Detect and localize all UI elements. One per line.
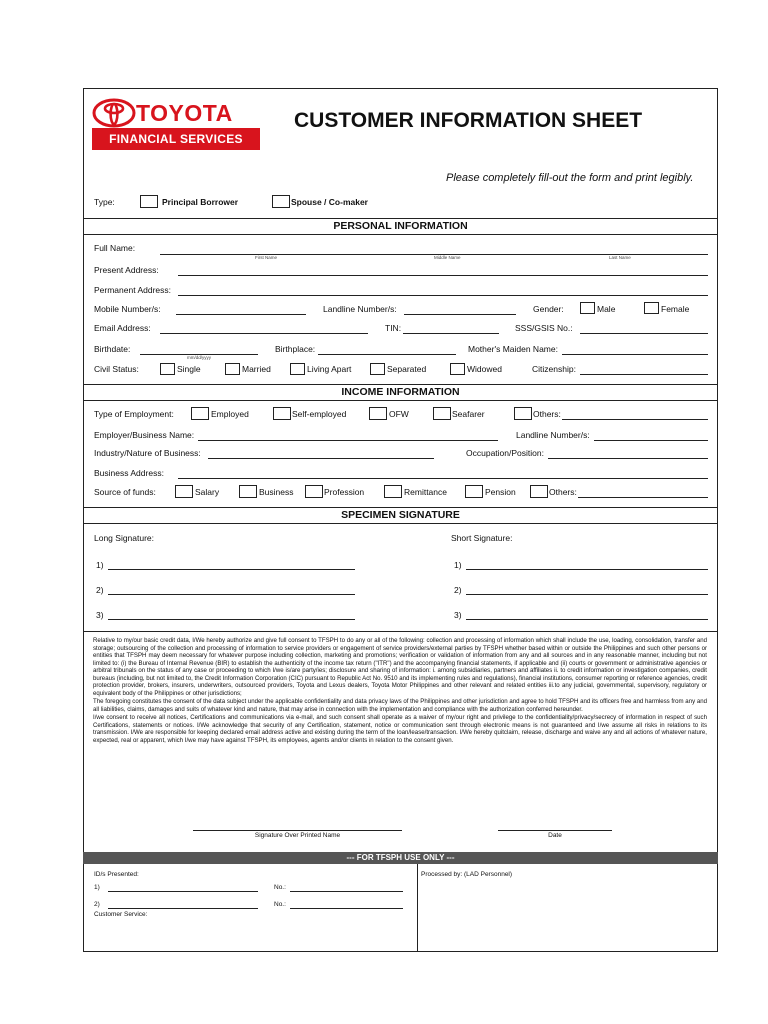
office-use-heading: --- FOR TFSPH USE ONLY --- [83,852,718,864]
salary-checkbox[interactable] [175,485,193,498]
id-num-1: 1) [94,884,100,891]
gender-label: Gender: [533,304,564,314]
business-address-field[interactable] [178,478,708,479]
divider [83,523,718,524]
separated-label: Separated [387,364,427,374]
long-sig-num-2: 2) [96,585,104,595]
self-employed-label: Self-employed [292,409,347,419]
occupation-label: Occupation/Position: [466,448,544,458]
signature-heading: SPECIMEN SIGNATURE [341,509,460,521]
long-signature-line-2[interactable] [108,594,355,595]
business-checkbox[interactable] [239,485,257,498]
female-label: Female [661,304,690,314]
others-source-label: Others: [549,487,577,497]
page-title: CUSTOMER INFORMATION SHEET [294,109,643,132]
long-signature-label: Long Signature: [94,533,155,543]
profession-label: Profession [324,487,365,497]
short-signature-line-3[interactable] [466,619,708,620]
citizenship-label: Citizenship: [532,364,576,374]
industry-label: Industry/Nature of Business: [94,448,201,458]
citizenship-field[interactable] [580,374,708,375]
income-heading: INCOME INFORMATION [341,386,460,398]
seafarer-label: Seafarer [452,409,485,419]
others-employment-checkbox[interactable] [514,407,532,420]
salary-label: Salary [195,487,220,497]
divider [83,234,718,235]
id-no-field-1[interactable] [290,891,403,892]
seafarer-checkbox[interactable] [433,407,451,420]
id-field-1[interactable] [108,891,258,892]
spouse-comaker-label: Spouse / Co-maker [291,197,368,207]
living-apart-checkbox[interactable] [290,363,305,375]
last-name-hint: Last Name [609,255,631,260]
married-checkbox[interactable] [225,363,240,375]
spouse-comaker-checkbox[interactable] [272,195,290,208]
maiden-name-label: Mother's Maiden Name: [468,344,558,354]
ofw-checkbox[interactable] [369,407,387,420]
tin-field[interactable] [403,333,499,334]
maiden-name-field[interactable] [562,354,708,355]
divider [83,631,718,632]
email-label: Email Address: [94,323,151,333]
short-signature-label: Short Signature: [451,533,513,543]
industry-field[interactable] [208,458,434,459]
principal-borrower-label: Principal Borrower [162,197,239,207]
birthplace-label: Birthplace: [275,344,316,354]
civil-status-label: Civil Status: [94,364,139,374]
email-field[interactable] [160,333,368,334]
separated-checkbox[interactable] [370,363,385,375]
others-employment-label: Others: [533,409,561,419]
instruction-text: Please completely fill-out the form and print legibly. [446,172,694,184]
id-field-2[interactable] [108,908,258,909]
employment-type-label: Type of Employment: [94,409,174,419]
others-source-checkbox[interactable] [530,485,548,498]
signature-name-caption: Signature Over Printed Name [254,832,341,839]
long-sig-num-1: 1) [96,560,104,570]
short-signature-line-2[interactable] [466,594,708,595]
signature-name-line[interactable] [193,830,402,831]
female-checkbox[interactable] [644,302,659,314]
present-address-label: Present Address: [94,265,159,275]
id-no-label-2: No.: [274,901,286,908]
business-landline-label: Landline Number/s: [516,430,590,440]
others-employment-field[interactable] [562,419,708,420]
tin-label: TIN: [385,323,402,333]
widowed-label: Widowed [467,364,502,374]
employed-checkbox[interactable] [191,407,209,420]
first-name-hint: First Name [255,255,278,260]
male-label: Male [597,304,616,314]
sss-field[interactable] [580,333,708,334]
customer-service-label: Customer Service: [94,911,148,918]
date-caption: Date [548,832,562,839]
others-source-field[interactable] [578,497,708,498]
living-apart-label: Living Apart [307,364,352,374]
landline-label: Landline Number/s: [323,304,397,314]
full-name-label: Full Name: [94,243,136,253]
brand-name: TOYOTA [136,100,233,126]
short-sig-num-3: 3) [454,610,462,620]
remittance-checkbox[interactable] [384,485,402,498]
consent-paragraph-2: The foregoing constitutes the consent of the data subject under the applicable confidentiality and data privacy laws of the Philippines and other jurisdiction and agree to hold TFSPH and its officers free and harmless from any and all liabilities, claims, damages and suits of whatever kind and nature, that may arise in connection with the implementation and compliance with the authorization conferred hereunder. [93,698,707,713]
birthdate-label: Birthdate: [94,344,131,354]
permanent-address-field[interactable] [178,295,708,296]
source-of-funds-label: Source of funds: [94,487,156,497]
type-label: Type: [94,197,115,207]
single-checkbox[interactable] [160,363,175,375]
pension-checkbox[interactable] [465,485,483,498]
long-signature-line-1[interactable] [108,569,355,570]
widowed-checkbox[interactable] [450,363,465,375]
long-sig-num-3: 3) [96,610,104,620]
business-address-label: Business Address: [94,468,164,478]
remittance-label: Remittance [404,487,447,497]
mobile-label: Mobile Number/s: [94,304,161,314]
short-sig-num-2: 2) [454,585,462,595]
business-label: Business [259,487,294,497]
short-signature-line-1[interactable] [466,569,708,570]
employer-field[interactable] [198,440,498,441]
married-label: Married [242,364,271,374]
id-no-field-2[interactable] [290,908,403,909]
ofw-label: OFW [389,409,409,419]
divider [83,400,718,401]
employed-label: Employed [211,409,249,419]
personal-heading: PERSONAL INFORMATION [333,220,468,232]
profession-checkbox[interactable] [305,485,323,498]
birthdate-hint: mm/dd/yyyy [187,355,212,360]
occupation-field[interactable] [548,458,708,459]
self-employed-checkbox[interactable] [273,407,291,420]
processed-by-label: Processed by: (LAD Personnel) [421,871,513,878]
office-divider [417,864,418,952]
landline-field[interactable] [404,314,516,315]
consent-paragraph-3: I/we consent to receive all notices, Certifications and communications via e-mail, and such consent shall operate as a waiver of my/our right and privilege to the confidentiality/privacy/secrecy of information in respect of such Certifications, statements or notices. I/We acknowledge that security of any Certification, statement, notice or communication sent through electronic means is not guaranteed and I/we assume all risks in relations to its transmission. I/We are responsible for keeping declared email address active and existing during the term of the loan/lease/transaction. I/We hereby quitclaim, release, discharge and waive any and all actions of whatever nature, expected, real or apparent, which I/we may have against TFSPH, its employees, agents and/or clients in relation to the consent given. [93,714,707,744]
male-checkbox[interactable] [580,302,595,314]
sss-label: SSS/GSIS No.: [515,323,573,333]
brand-sub: FINANCIAL SERVICES [92,128,260,150]
principal-borrower-checkbox[interactable] [140,195,158,208]
toyota-emblem-icon [92,98,136,128]
middle-name-hint: Middle Name [434,255,461,260]
consent-text [93,637,707,745]
short-sig-num-1: 1) [454,560,462,570]
id-num-2: 2) [94,901,100,908]
id-no-label-1: No.: [274,884,286,891]
pension-label: Pension [485,487,516,497]
business-landline-field[interactable] [594,440,708,441]
consent-paragraph-1: Relative to my/our basic credit data, I/We hereby authorize and give full consent to TFSPH to do any or all of the following: collection and processing of information which shall include the use, loading, consolidation, transfer and storage; outsourcing of the collection and processing of information to service providers or engagement of service providers/external parties by TFSPH whether based within or outside the Philippines and such other persons or entities that TFSPH may deem necessary for whatever purpose including collection, marketing and promotions; verification or validation of information from any and all sources and in any reasonable manner, including but not limited to: (i) the Bureau of Internal Revenue (BIR) to establish the authenticity of the income tax return ("ITR") and the accompanying financial statements, if applicable and (ii) courts or government or administrative agencies or arbitral tribunals on the status of any case or proceeding to which I/we is/are party/ies; disclosure and sharing of information: i. among subsidiaries, partners and affiliates ii. to credit information or investigation companies, credit bureaus (including, but not limited to, the Credit Information Corporation (CIC) pursuant to Republic Act No. 9510 and its implementing rules and regulations), financial institutions, consumer reporting or reference agencies, credit protection provider, brokers, insurers, underwriters, outsourced providers, Toyota and Lexus dealers, Toyota Motor Philippines and other relevant and related entities iii.to any judicial, governmental, supervisory, regulatory or equivalent body of the Philippines or other jurisdictions; [93,637,707,697]
permanent-address-label: Permanent Address: [94,285,172,295]
ids-presented-label: ID/s Presented: [94,871,139,878]
present-address-field[interactable] [178,275,708,276]
single-label: Single [177,364,201,374]
date-line[interactable] [498,830,612,831]
mobile-field[interactable] [176,314,306,315]
long-signature-line-3[interactable] [108,619,355,620]
employer-label: Employer/Business Name: [94,430,195,440]
birthplace-field[interactable] [318,354,456,355]
